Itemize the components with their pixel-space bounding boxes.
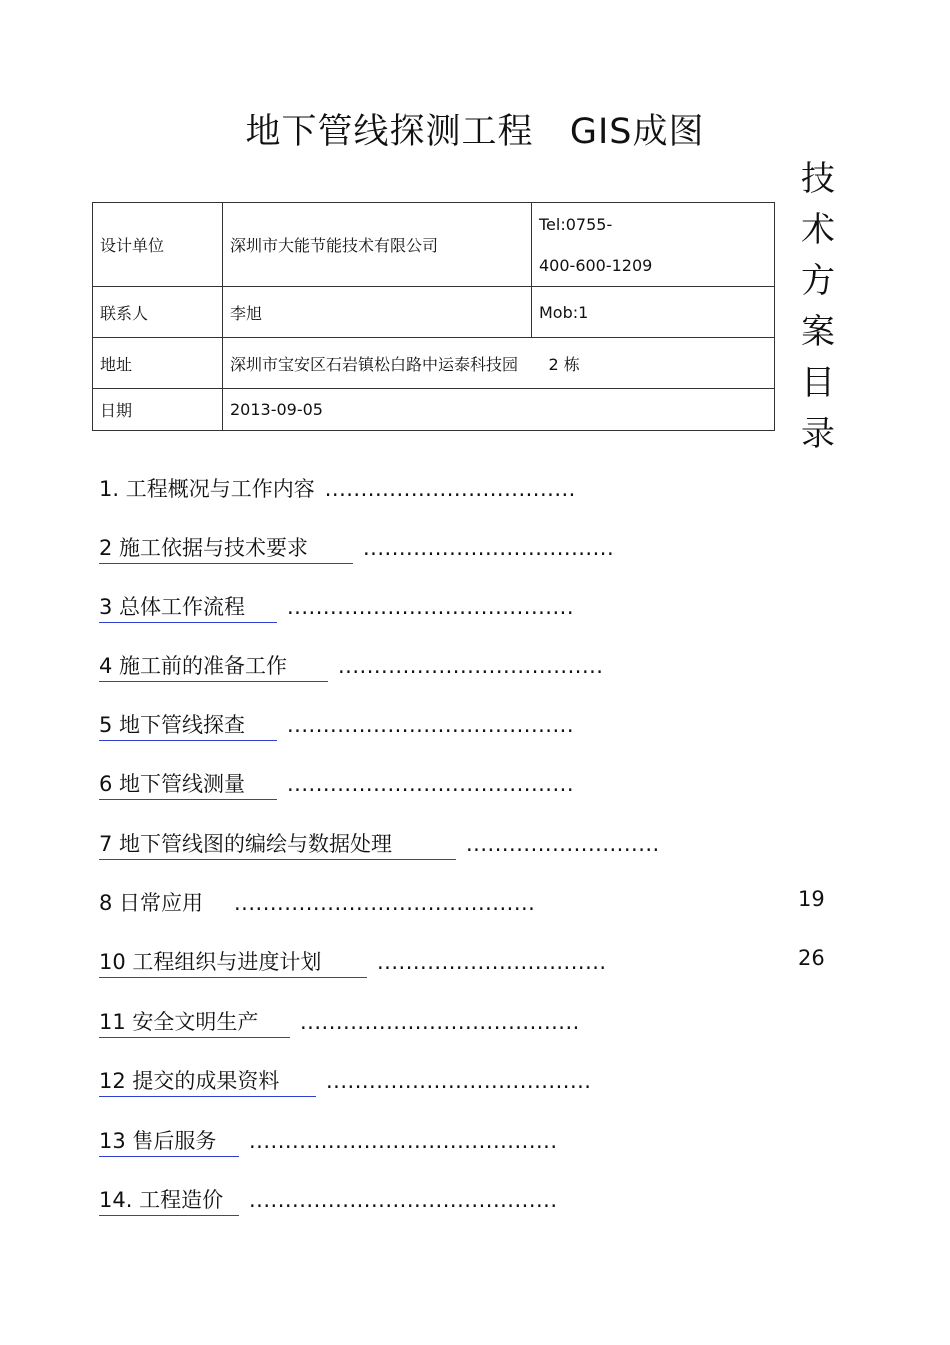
toc-page-number: 19: [798, 887, 825, 911]
toc-item[interactable]: [99, 1125, 558, 1155]
toc-leader-dots: ........................................: [287, 595, 575, 619]
toc-link[interactable]: 13 售后服务: [99, 1125, 239, 1157]
toc-item[interactable]: [99, 1065, 592, 1095]
tel-line-1: Tel:0755-: [539, 214, 613, 234]
toc-link[interactable]: 6 地下管线测量: [99, 768, 277, 800]
table-row: [93, 203, 775, 287]
toc-item[interactable]: [99, 887, 535, 917]
tel-cell: [532, 203, 775, 287]
contact-label: 联系人: [93, 287, 223, 338]
toc-leader-dots: .....................................: [326, 1069, 592, 1093]
toc-leader-dots: ..........................................: [234, 891, 536, 915]
toc-item[interactable]: [99, 768, 574, 798]
toc-item[interactable]: [99, 709, 574, 739]
toc-item-title: 8 日常应用: [99, 891, 204, 915]
toc-leader-dots: ................................: [377, 950, 607, 974]
table-row: [93, 338, 775, 389]
toc-leader-dots: ........................................: [287, 772, 575, 796]
document-title: 地下管线探测工程 GIS成图: [245, 112, 705, 152]
toc-leader-dots: .......................................: [300, 1010, 580, 1034]
address-value: 深圳市宝安区石岩镇松白路中运泰科技园 2 栋: [223, 338, 775, 389]
toc-link[interactable]: 4 施工前的准备工作: [99, 650, 328, 682]
toc-item[interactable]: [99, 532, 614, 562]
vertical-title-char: 术: [801, 210, 835, 250]
date-label: 日期: [93, 389, 223, 431]
address-label: 地址: [93, 338, 223, 389]
toc-link[interactable]: 3 总体工作流程: [99, 591, 277, 623]
vertical-title-char: 技: [801, 159, 835, 199]
vertical-title-char: 目: [801, 363, 835, 403]
toc-link[interactable]: 7 地下管线图的编绘与数据处理: [99, 828, 456, 860]
toc-item[interactable]: [99, 473, 576, 503]
toc-item[interactable]: [99, 1006, 580, 1036]
toc-leader-dots: ...........................: [466, 832, 660, 856]
toc-link[interactable]: 10 工程组织与进度计划: [99, 946, 367, 978]
table-row: [93, 287, 775, 338]
vertical-title-char: 方: [801, 261, 835, 301]
toc-item[interactable]: [99, 828, 660, 858]
toc-page-number: 26: [798, 946, 825, 970]
toc-leader-dots: ...................................: [324, 477, 576, 501]
toc-leader-dots: ...........................................: [249, 1188, 558, 1212]
contact-value: 李旭: [223, 287, 532, 338]
table-row: [93, 389, 775, 431]
vertical-title: [798, 154, 838, 460]
toc-link[interactable]: 11 安全文明生产: [99, 1006, 290, 1038]
toc-leader-dots: ...................................: [363, 536, 615, 560]
vertical-title-char: 录: [801, 414, 835, 454]
toc-item[interactable]: [99, 946, 607, 976]
toc-item[interactable]: [99, 650, 604, 680]
tel-line-2: 400-600-1209: [539, 255, 653, 275]
toc-item-title: 1. 工程概况与工作内容: [99, 477, 315, 501]
toc-link[interactable]: 5 地下管线探查: [99, 709, 277, 741]
toc-link[interactable]: 2 施工依据与技术要求: [99, 532, 353, 564]
vertical-title-char: 案: [801, 312, 835, 352]
toc-link[interactable]: 12 提交的成果资料: [99, 1065, 316, 1097]
design-unit-value: 深圳市大能节能技术有限公司: [223, 203, 532, 287]
toc-item[interactable]: [99, 591, 574, 621]
toc-leader-dots: ...........................................: [249, 1129, 558, 1153]
toc-leader-dots: .....................................: [338, 654, 604, 678]
date-value: 2013-09-05: [223, 389, 775, 431]
toc-item[interactable]: [99, 1184, 558, 1214]
design-unit-label: 设计单位: [93, 203, 223, 287]
mobile-cell: Mob:1: [532, 287, 775, 338]
toc-leader-dots: ........................................: [287, 713, 575, 737]
toc-link[interactable]: 14. 工程造价: [99, 1184, 239, 1216]
info-table: [92, 202, 775, 431]
